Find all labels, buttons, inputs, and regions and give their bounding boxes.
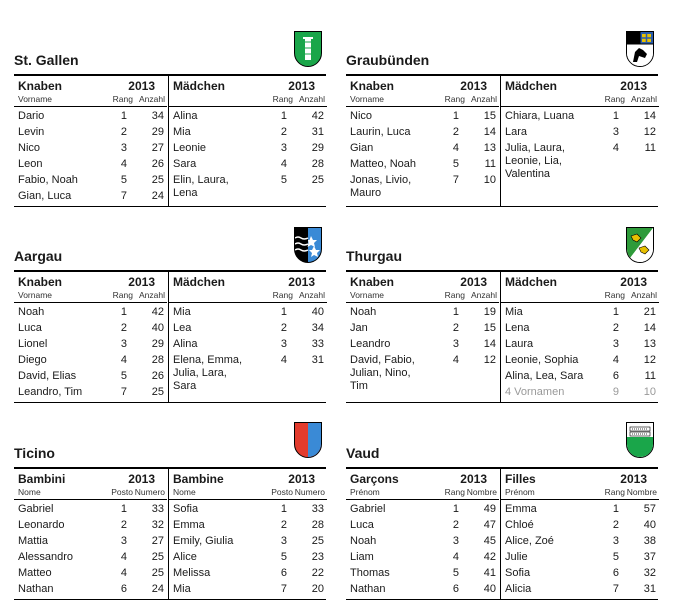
count-cell: 24: [151, 583, 164, 595]
rank-cell: 7: [120, 386, 127, 398]
rank-cell: 4: [120, 354, 127, 366]
rank-column-label: Rang: [112, 94, 133, 104]
count-cell: 11: [484, 158, 496, 170]
name-cell: Elena, Emma, Julia, Lara, Sara: [173, 354, 243, 392]
boys-column: [346, 272, 499, 402]
count-cell: 25: [151, 567, 164, 579]
count-cell: 29: [151, 338, 164, 350]
rank-cell: 6: [612, 567, 619, 579]
rank-cell: 5: [612, 551, 619, 563]
count-cell: 11: [644, 370, 656, 382]
rank-column-label: Rang: [444, 290, 465, 300]
names-table: [14, 74, 326, 207]
name-cell: Nathan: [350, 583, 386, 595]
rank-cell: 1: [280, 306, 287, 318]
rank-cell: 2: [612, 519, 619, 531]
name-cell: Alina: [173, 110, 198, 122]
count-cell: 29: [311, 142, 324, 154]
rank-cell: 5: [452, 158, 459, 170]
name-cell: Leandro: [350, 338, 391, 350]
rank-cell: 2: [280, 126, 287, 138]
rank-cell: 6: [612, 370, 619, 382]
count-cell: 45: [483, 535, 496, 547]
rank-column-label: Rang: [604, 94, 625, 104]
rank-cell: 2: [452, 519, 459, 531]
rank-cell: 5: [120, 370, 127, 382]
count-column-label: Anzahl: [631, 94, 657, 104]
year-label: 2013: [288, 275, 315, 289]
count-cell: 14: [643, 110, 656, 122]
names-table: [346, 467, 658, 600]
count-cell: 10: [643, 386, 656, 398]
name-cell: Lea: [173, 322, 192, 334]
column-subheader: [169, 487, 327, 500]
rank-cell: 1: [612, 503, 619, 515]
count-cell: 32: [151, 519, 164, 531]
count-cell: 22: [311, 567, 324, 579]
rank-cell: 3: [280, 535, 287, 547]
count-cell: 28: [311, 158, 324, 170]
boys-column: [346, 469, 499, 599]
table-header: [14, 79, 167, 94]
count-cell: 13: [643, 338, 656, 350]
name-column-label: Vorname: [18, 290, 53, 300]
name-cell: Gabriel: [18, 503, 54, 515]
name-cell: Luca: [350, 519, 374, 531]
column-subheader: [501, 290, 659, 303]
table-header: [169, 79, 327, 94]
count-cell: 25: [151, 386, 164, 398]
name-column-label: Prénom: [505, 487, 535, 497]
group-label: Mädchen: [505, 275, 558, 289]
rank-cell: 1: [120, 110, 127, 122]
name-cell: Fabio, Noah: [18, 174, 78, 186]
year-label: 2013: [288, 472, 315, 486]
name-cell: Noah: [350, 535, 377, 547]
table-header: [14, 275, 167, 290]
count-cell: 40: [151, 322, 164, 334]
count-cell: 49: [483, 503, 496, 515]
column-subheader: [346, 487, 499, 500]
name-cell: Mia: [173, 583, 191, 595]
count-column-label: Anzahl: [139, 94, 165, 104]
rank-column-label: Rang: [112, 290, 133, 300]
count-cell: 14: [643, 322, 656, 334]
year-label: 2013: [128, 275, 155, 289]
rank-cell: 1: [452, 110, 459, 122]
rank-column-label: Posto: [271, 487, 293, 497]
group-label: Bambini: [18, 472, 66, 486]
name-cell: Noah: [350, 306, 377, 318]
count-cell: 37: [643, 551, 656, 563]
rank-column-label: Rang: [604, 290, 625, 300]
name-column-label: Nome: [18, 487, 41, 497]
count-cell: 31: [311, 126, 324, 138]
name-cell: Noah: [18, 306, 45, 318]
count-cell: 26: [151, 158, 164, 170]
count-cell: 10: [483, 174, 496, 186]
name-cell: Matteo: [18, 567, 52, 579]
rank-cell: 7: [452, 174, 459, 186]
name-cell: Sofia: [505, 567, 531, 579]
count-cell: 26: [151, 370, 164, 382]
count-cell: 42: [311, 110, 324, 122]
names-table: [14, 467, 326, 600]
name-cell: Laura: [505, 338, 534, 350]
rank-cell: 7: [280, 583, 287, 595]
rank-cell: 1: [612, 110, 619, 122]
count-cell: 24: [151, 190, 164, 202]
girls-column: [500, 76, 659, 206]
year-label: 2013: [620, 472, 647, 486]
name-cell: David, Elias: [18, 370, 77, 382]
year-label: 2013: [288, 79, 315, 93]
rank-cell: 2: [452, 126, 459, 138]
count-cell: 31: [643, 583, 656, 595]
count-column-label: Numero: [294, 487, 325, 497]
name-cell: Gian, Luca: [18, 190, 72, 202]
ticino-crest-icon: [294, 422, 322, 458]
count-cell: 12: [643, 126, 656, 138]
count-cell: 23: [311, 551, 324, 563]
rank-cell: 6: [280, 567, 287, 579]
rank-cell: 4: [120, 567, 127, 579]
rank-cell: 5: [452, 567, 459, 579]
name-cell: Alessandro: [18, 551, 74, 563]
rank-cell: 2: [280, 322, 287, 334]
group-label: Mädchen: [173, 275, 226, 289]
name-cell: Leonie, Sophia: [505, 354, 579, 366]
rank-cell: 1: [452, 503, 459, 515]
count-cell: 14: [483, 126, 496, 138]
table-header: [501, 275, 659, 290]
rank-cell: 3: [120, 535, 127, 547]
count-column-label: Numero: [134, 487, 165, 497]
name-cell: Leonardo: [18, 519, 65, 531]
rank-column-label: Rang: [604, 487, 625, 497]
name-cell: Leandro, Tim: [18, 386, 83, 398]
rank-cell: 6: [120, 583, 127, 595]
name-cell: David, Fabio, Julian, Nino, Tim: [350, 354, 415, 392]
names-table: [346, 74, 658, 207]
count-cell: 25: [311, 174, 324, 186]
rank-cell: 7: [120, 190, 127, 202]
girls-column: [168, 272, 327, 402]
count-column-label: Anzahl: [471, 290, 497, 300]
table-header: [169, 472, 327, 487]
name-cell: Laurin, Luca: [350, 126, 411, 138]
rank-column-label: Posto: [111, 487, 133, 497]
name-cell: Sofia: [173, 503, 199, 515]
count-cell: 15: [483, 322, 496, 334]
rank-cell: 3: [452, 535, 459, 547]
column-subheader: [346, 290, 499, 303]
year-label: 2013: [620, 79, 647, 93]
rank-column-label: Rang: [444, 94, 465, 104]
column-subheader: [14, 487, 167, 500]
name-cell: Chloé: [505, 519, 534, 531]
name-column-label: Prénom: [350, 487, 380, 497]
count-cell: 31: [311, 354, 324, 366]
count-cell: 13: [483, 142, 496, 154]
graubuenden-crest-icon: [626, 31, 654, 67]
name-cell: Julia, Laura, Leonie, Lia, Valentina: [505, 142, 565, 180]
count-cell: 12: [483, 354, 496, 366]
name-cell: Alice, Zoé: [505, 535, 554, 547]
rank-cell: 3: [280, 338, 287, 350]
rank-cell: 4: [612, 142, 619, 154]
table-header: [169, 275, 327, 290]
count-cell: 27: [151, 535, 164, 547]
count-cell: 27: [151, 142, 164, 154]
name-cell: Thomas: [350, 567, 390, 579]
thurgau-crest-icon: [626, 227, 654, 263]
year-label: 2013: [460, 79, 487, 93]
rank-cell: 4: [452, 354, 459, 366]
girls-column: [500, 469, 659, 599]
count-cell: 28: [311, 519, 324, 531]
count-cell: 41: [483, 567, 496, 579]
rank-cell: 2: [120, 126, 127, 138]
name-cell: Chiara, Luana: [505, 110, 575, 122]
count-cell: 11: [644, 142, 656, 154]
name-cell: Dario: [18, 110, 45, 122]
rank-cell: 4: [612, 354, 619, 366]
group-label: Knaben: [18, 275, 63, 289]
count-cell: 29: [151, 126, 164, 138]
rank-cell: 1: [452, 306, 459, 318]
name-column-label: Vorname: [18, 94, 53, 104]
table-header: [501, 472, 659, 487]
name-cell: Emily, Giulia: [173, 535, 234, 547]
count-cell: 21: [643, 306, 656, 318]
st-gallen-crest-icon: [294, 31, 322, 67]
rank-column-label: Rang: [444, 487, 465, 497]
count-cell: 25: [151, 551, 164, 563]
name-cell: Diego: [18, 354, 47, 366]
canton-title: St. Gallen: [14, 52, 79, 68]
rank-cell: 3: [612, 338, 619, 350]
rank-cell: 5: [280, 174, 287, 186]
year-label: 2013: [460, 275, 487, 289]
name-cell: Elin, Laura, Lena: [173, 174, 229, 199]
count-column-label: Anzahl: [139, 290, 165, 300]
table-header: [346, 472, 499, 487]
column-subheader: [346, 94, 499, 107]
group-label: Filles: [505, 472, 536, 486]
boys-column: [14, 272, 167, 402]
rank-cell: 4: [280, 354, 287, 366]
name-cell: Alina: [173, 338, 198, 350]
rank-cell: 3: [612, 535, 619, 547]
rank-cell: 2: [452, 322, 459, 334]
count-cell: 57: [643, 503, 656, 515]
group-label: Mädchen: [173, 79, 226, 93]
name-cell: Alicia: [505, 583, 532, 595]
rank-cell: 4: [120, 158, 127, 170]
canton-title: Graubünden: [346, 52, 430, 68]
name-cell: Lena: [505, 322, 530, 334]
column-subheader: [501, 487, 659, 500]
count-cell: 34: [151, 110, 164, 122]
rank-cell: 7: [612, 583, 619, 595]
name-cell: Nico: [350, 110, 373, 122]
column-subheader: [169, 290, 327, 303]
name-cell: Mia: [173, 126, 191, 138]
name-cell: Alina, Lea, Sara: [505, 370, 584, 382]
count-column-label: Anzahl: [299, 94, 325, 104]
rank-cell: 3: [612, 126, 619, 138]
name-cell: 4 Vornamen: [505, 386, 565, 398]
rank-cell: 3: [120, 142, 127, 154]
rank-cell: 3: [280, 142, 287, 154]
canton-title: Ticino: [14, 445, 55, 461]
name-cell: Matteo, Noah: [350, 158, 417, 170]
rank-cell: 1: [612, 306, 619, 318]
count-cell: 33: [311, 338, 324, 350]
rank-cell: 2: [280, 519, 287, 531]
canton-title: Thurgau: [346, 248, 402, 264]
column-subheader: [501, 94, 659, 107]
name-column-label: Nome: [173, 487, 196, 497]
count-cell: 34: [311, 322, 324, 334]
count-column-label: Anzahl: [631, 290, 657, 300]
rank-cell: 2: [120, 322, 127, 334]
name-cell: Gian: [350, 142, 374, 154]
table-header: [501, 79, 659, 94]
group-label: Bambine: [173, 472, 224, 486]
name-cell: Leon: [18, 158, 43, 170]
count-cell: 25: [151, 174, 164, 186]
rank-cell: 3: [120, 338, 127, 350]
rank-cell: 1: [280, 503, 287, 515]
rank-cell: 5: [280, 551, 287, 563]
year-label: 2013: [128, 472, 155, 486]
count-cell: 33: [151, 503, 164, 515]
count-cell: 19: [483, 306, 496, 318]
name-cell: Sara: [173, 158, 197, 170]
name-cell: Leonie: [173, 142, 207, 154]
rank-cell: 1: [120, 503, 127, 515]
count-cell: 28: [151, 354, 164, 366]
name-cell: Julie: [505, 551, 528, 563]
name-cell: Mattia: [18, 535, 48, 547]
count-cell: 47: [483, 519, 496, 531]
rank-cell: 4: [280, 158, 287, 170]
boys-column: [14, 469, 167, 599]
rank-cell: 4: [120, 551, 127, 563]
column-subheader: [14, 290, 167, 303]
count-cell: 33: [311, 503, 324, 515]
name-cell: Lionel: [18, 338, 48, 350]
names-table: [346, 270, 658, 403]
table-header: [346, 79, 499, 94]
name-cell: Alice: [173, 551, 197, 563]
name-cell: Mia: [173, 306, 191, 318]
count-cell: 20: [311, 583, 324, 595]
name-cell: Jan: [350, 322, 368, 334]
name-cell: Lara: [505, 126, 528, 138]
rank-column-label: Rang: [272, 290, 293, 300]
count-cell: 40: [311, 306, 324, 318]
count-cell: 25: [311, 535, 324, 547]
canton-title: Aargau: [14, 248, 63, 264]
rank-cell: 6: [452, 583, 459, 595]
rank-cell: 2: [120, 519, 127, 531]
rank-cell: 4: [452, 142, 459, 154]
name-cell: Jonas, Livio, Mauro: [350, 174, 412, 199]
count-cell: 15: [483, 110, 496, 122]
group-label: Garçons: [350, 472, 399, 486]
name-cell: Levin: [18, 126, 45, 138]
girls-column: [168, 469, 327, 599]
rank-cell: 4: [452, 551, 459, 563]
name-column-label: Vorname: [350, 290, 385, 300]
name-cell: Luca: [18, 322, 42, 334]
column-subheader: [14, 94, 167, 107]
canton-title: Vaud: [346, 445, 380, 461]
year-label: 2013: [460, 472, 487, 486]
name-cell: Emma: [505, 503, 537, 515]
count-cell: 14: [483, 338, 496, 350]
group-label: Mädchen: [505, 79, 558, 93]
aargau-crest-icon: [294, 227, 322, 263]
year-label: 2013: [620, 275, 647, 289]
count-cell: 12: [643, 354, 656, 366]
names-table: [14, 270, 326, 403]
count-cell: 42: [483, 551, 496, 563]
count-column-label: Anzahl: [471, 94, 497, 104]
column-subheader: [169, 94, 327, 107]
count-cell: 40: [483, 583, 496, 595]
name-cell: Mia: [505, 306, 523, 318]
rank-cell: 3: [452, 338, 459, 350]
group-label: Knaben: [18, 79, 63, 93]
count-column-label: Nombre: [626, 487, 657, 497]
table-header: [14, 472, 167, 487]
rank-column-label: Rang: [272, 94, 293, 104]
name-cell: Liam: [350, 551, 374, 563]
girls-column: [500, 272, 659, 402]
group-label: Knaben: [350, 79, 395, 93]
name-cell: Nathan: [18, 583, 54, 595]
name-cell: Melissa: [173, 567, 211, 579]
boys-column: [346, 76, 499, 206]
rank-cell: 1: [120, 306, 127, 318]
name-cell: Gabriel: [350, 503, 386, 515]
name-column-label: Vorname: [350, 94, 385, 104]
name-cell: Nico: [18, 142, 41, 154]
name-cell: Emma: [173, 519, 205, 531]
count-column-label: Nombre: [466, 487, 497, 497]
girls-column: [168, 76, 327, 206]
rank-cell: 5: [120, 174, 127, 186]
rank-cell: 9: [612, 386, 619, 398]
boys-column: [14, 76, 167, 206]
count-cell: 42: [151, 306, 164, 318]
year-label: 2013: [128, 79, 155, 93]
count-cell: 40: [643, 519, 656, 531]
group-label: Knaben: [350, 275, 395, 289]
count-cell: 32: [643, 567, 656, 579]
count-column-label: Anzahl: [299, 290, 325, 300]
rank-cell: 1: [280, 110, 287, 122]
count-cell: 38: [643, 535, 656, 547]
vaud-crest-icon: [626, 422, 654, 458]
rank-cell: 2: [612, 322, 619, 334]
table-header: [346, 275, 499, 290]
